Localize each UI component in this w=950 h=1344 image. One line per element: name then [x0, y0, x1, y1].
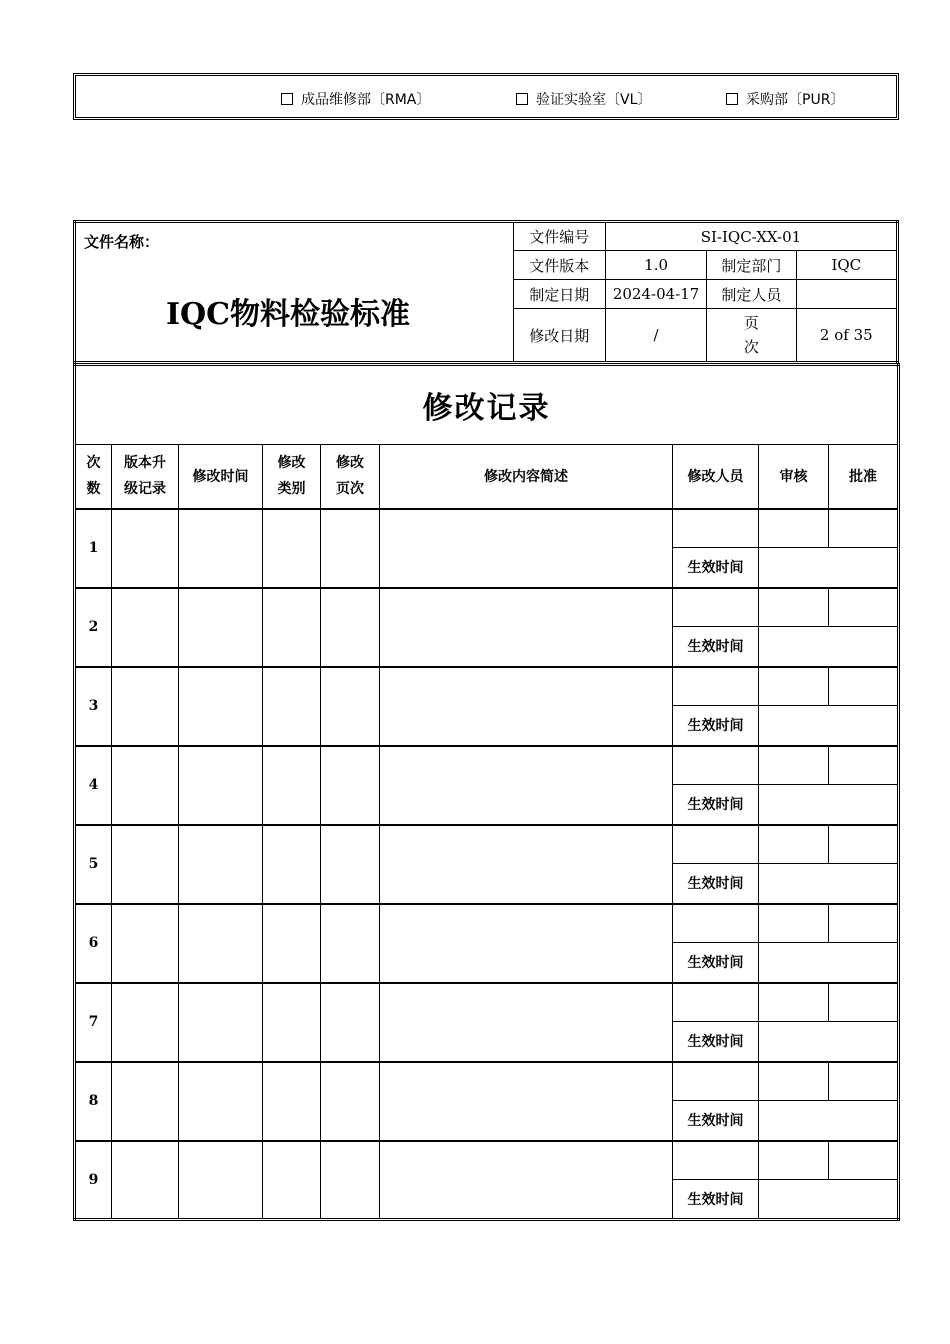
table-row: [75, 904, 899, 943]
col-no: 次 数: [75, 445, 112, 509]
time-cell[interactable]: [179, 588, 263, 667]
date: 2024-04-17: [605, 280, 706, 309]
time-cell[interactable]: [179, 983, 263, 1062]
approve-cell[interactable]: [829, 983, 899, 1022]
type-cell[interactable]: [263, 1062, 321, 1141]
version-cell[interactable]: [112, 1141, 179, 1220]
review-cell[interactable]: [759, 588, 829, 627]
approve-cell[interactable]: [829, 1062, 899, 1101]
type-cell[interactable]: [263, 904, 321, 983]
checkbox-icon[interactable]: [516, 93, 528, 105]
version-cell[interactable]: [112, 667, 179, 746]
pages-cell[interactable]: [321, 904, 380, 983]
version-cell[interactable]: [112, 1062, 179, 1141]
effective-label: 生效时间: [673, 943, 759, 983]
type-cell[interactable]: [263, 746, 321, 825]
pages-cell[interactable]: [321, 1062, 380, 1141]
distribution-item-pur[interactable]: [726, 89, 844, 109]
row-number: 2: [75, 588, 112, 667]
description-cell[interactable]: [380, 746, 673, 825]
description-cell[interactable]: [380, 1141, 673, 1220]
dept: IQC: [796, 251, 897, 280]
type-cell[interactable]: [263, 1141, 321, 1220]
review-cell[interactable]: [759, 1141, 829, 1180]
table-row: [75, 983, 899, 1022]
effective-cell[interactable]: [759, 943, 899, 983]
time-cell[interactable]: [179, 904, 263, 983]
person-cell[interactable]: [673, 588, 759, 627]
doc-number: SI-IQC-XX-01: [605, 222, 897, 251]
col-review: 审核: [759, 445, 829, 509]
row-number: 3: [75, 667, 112, 746]
description-cell[interactable]: [380, 509, 673, 588]
revision-header-row: [75, 445, 899, 509]
pages-cell[interactable]: [321, 746, 380, 825]
row-number: 4: [75, 746, 112, 825]
review-cell[interactable]: [759, 825, 829, 864]
pages-cell[interactable]: [321, 667, 380, 746]
person-cell[interactable]: [673, 983, 759, 1022]
revision-record-table: [73, 363, 900, 1221]
page-label: [707, 309, 796, 363]
table-row: [75, 1141, 899, 1180]
approve-cell[interactable]: [829, 588, 899, 627]
distribution-label: 成品维修部〔RMA〕: [301, 92, 431, 108]
approve-cell[interactable]: [829, 1141, 899, 1180]
version-cell[interactable]: [112, 509, 179, 588]
date-label: 制定日期: [513, 280, 605, 309]
person-cell[interactable]: [673, 1062, 759, 1101]
effective-cell[interactable]: [759, 1022, 899, 1062]
person-cell[interactable]: [673, 904, 759, 943]
version-cell[interactable]: [112, 746, 179, 825]
table-row: [75, 746, 899, 785]
row-number: 6: [75, 904, 112, 983]
title-cell: [75, 222, 514, 363]
file-name-label: 文件名称：: [84, 233, 160, 251]
row-number: 8: [75, 1062, 112, 1141]
version-cell[interactable]: [112, 983, 179, 1062]
col-description: 修改内容简述: [380, 445, 673, 509]
type-cell[interactable]: [263, 588, 321, 667]
approve-cell[interactable]: [829, 746, 899, 785]
person-cell[interactable]: [673, 825, 759, 864]
effective-label: 生效时间: [673, 785, 759, 825]
distribution-label: 验证实验室〔VL〕: [536, 92, 652, 108]
col-type: 修改 类别: [263, 445, 321, 509]
effective-label: 生效时间: [673, 864, 759, 904]
review-cell[interactable]: [759, 746, 829, 785]
approve-cell[interactable]: [829, 667, 899, 706]
description-cell[interactable]: [380, 983, 673, 1062]
rev-date-label: 修改日期: [513, 309, 605, 363]
pages-cell[interactable]: [321, 509, 380, 588]
description-cell[interactable]: [380, 904, 673, 983]
pages-cell[interactable]: [321, 825, 380, 904]
effective-cell[interactable]: [759, 627, 899, 667]
effective-cell[interactable]: [759, 864, 899, 904]
table-row: [75, 1062, 899, 1101]
page-number: 2 of 35: [796, 309, 897, 363]
author: [796, 280, 897, 309]
rev-date: /: [605, 309, 706, 363]
col-version: 版本升 级记录: [112, 445, 179, 509]
doc-number-label: 文件编号: [513, 222, 605, 251]
distribution-box: [73, 73, 899, 120]
review-cell[interactable]: [759, 983, 829, 1022]
effective-cell[interactable]: [759, 706, 899, 746]
distribution-item-vl[interactable]: [516, 89, 651, 109]
table-row: [75, 825, 899, 864]
effective-cell[interactable]: [759, 548, 899, 588]
effective-label: 生效时间: [673, 706, 759, 746]
effective-label: 生效时间: [673, 1101, 759, 1141]
person-cell[interactable]: [673, 667, 759, 706]
row-number: 7: [75, 983, 112, 1062]
effective-label: 生效时间: [673, 627, 759, 667]
table-row: [75, 588, 899, 627]
type-cell[interactable]: [263, 983, 321, 1062]
effective-cell[interactable]: [759, 1180, 899, 1220]
version-label: 文件版本: [513, 251, 605, 280]
person-cell[interactable]: [673, 1141, 759, 1180]
author-label: 制定人员: [707, 280, 796, 309]
version: 1.0: [605, 251, 706, 280]
person-cell[interactable]: [673, 746, 759, 785]
description-cell[interactable]: [380, 588, 673, 667]
effective-cell[interactable]: [759, 785, 899, 825]
effective-label: 生效时间: [673, 1022, 759, 1062]
approve-cell[interactable]: [829, 825, 899, 864]
version-cell[interactable]: [112, 904, 179, 983]
document-header-table: [73, 220, 899, 364]
version-cell[interactable]: [112, 825, 179, 904]
distribution-label: 采购部〔PUR〕: [746, 92, 845, 108]
col-time: 修改时间: [179, 445, 263, 509]
table-row: [75, 667, 899, 706]
review-cell[interactable]: [759, 904, 829, 943]
description-cell[interactable]: [380, 825, 673, 904]
pages-cell[interactable]: [321, 1141, 380, 1220]
col-pages: 修改 页次: [321, 445, 380, 509]
document-title: IQC物料检验标准: [166, 297, 411, 332]
description-cell[interactable]: [380, 667, 673, 746]
dept-label: 制定部门: [707, 251, 796, 280]
row-number: 5: [75, 825, 112, 904]
col-person: 修改人员: [673, 445, 759, 509]
pages-cell[interactable]: [321, 983, 380, 1062]
page-label-line: 次: [743, 338, 759, 356]
effective-label: 生效时间: [673, 1180, 759, 1220]
col-approve: 批准: [829, 445, 899, 509]
page-label-line: 页: [743, 314, 759, 332]
pages-cell[interactable]: [321, 588, 380, 667]
effective-cell[interactable]: [759, 1101, 899, 1141]
distribution-item-rma[interactable]: [281, 89, 430, 109]
type-cell[interactable]: [263, 825, 321, 904]
time-cell[interactable]: [179, 1141, 263, 1220]
person-cell[interactable]: [673, 509, 759, 548]
time-cell[interactable]: [179, 509, 263, 588]
checkbox-icon[interactable]: [726, 93, 738, 105]
approve-cell[interactable]: [829, 904, 899, 943]
time-cell[interactable]: [179, 1062, 263, 1141]
description-cell[interactable]: [380, 1062, 673, 1141]
table-row: [75, 509, 899, 548]
review-cell[interactable]: [759, 667, 829, 706]
review-cell[interactable]: [759, 509, 829, 548]
type-cell[interactable]: [263, 667, 321, 746]
row-number: 9: [75, 1141, 112, 1220]
review-cell[interactable]: [759, 1062, 829, 1101]
time-cell[interactable]: [179, 667, 263, 746]
time-cell[interactable]: [179, 825, 263, 904]
effective-label: 生效时间: [673, 548, 759, 588]
checkbox-icon[interactable]: [281, 93, 293, 105]
type-cell[interactable]: [263, 509, 321, 588]
version-cell[interactable]: [112, 588, 179, 667]
row-number: 1: [75, 509, 112, 588]
time-cell[interactable]: [179, 746, 263, 825]
approve-cell[interactable]: [829, 509, 899, 548]
revision-title: 修改记录: [75, 365, 899, 445]
